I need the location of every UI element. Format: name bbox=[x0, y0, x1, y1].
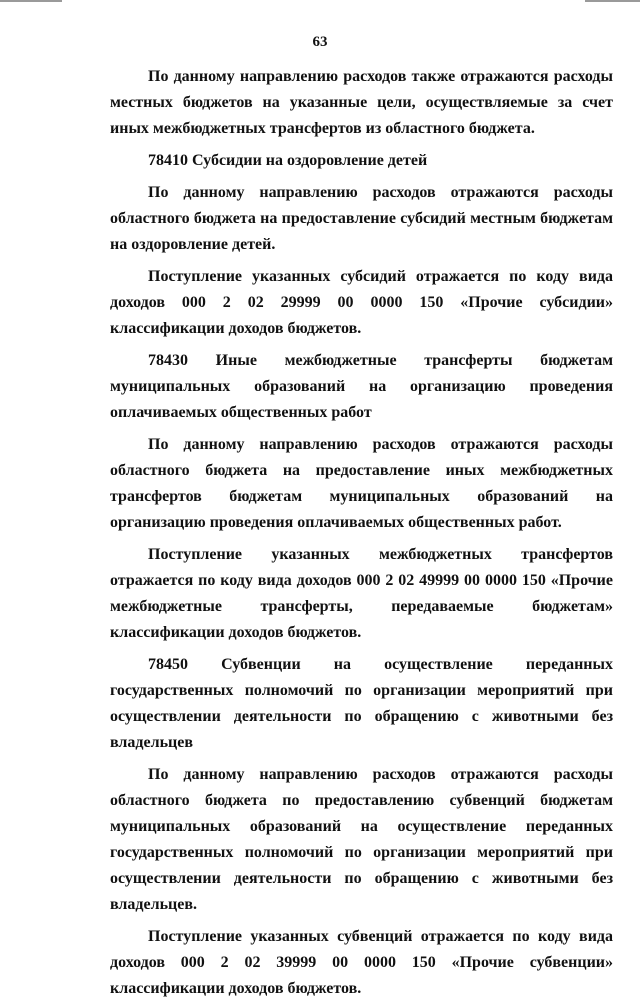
document-body bbox=[110, 64, 613, 1008]
paragraph: Поступление указанных субсидий отражается по коду вида доходов 000 2 02 29999 00 0000 150 «Прочие субсидии» классификации доходов бюджетов. bbox=[110, 268, 613, 337]
scan-edge-mark-right bbox=[585, 0, 640, 2]
paragraph: По данному направлению расходов отражаются расходы областного бюджета по предоставлению субвенций бюджетам муниципальных образований на осуществление переданных государственных полномочий по организации мероприятий при осуществлении деятельности по обращению с животными без владельцев. bbox=[110, 766, 613, 913]
section-heading: 78410 Субсидии на оздоровление детей bbox=[148, 152, 428, 169]
page-number: 63 bbox=[312, 34, 328, 50]
scan-edge-mark-left bbox=[0, 0, 62, 2]
paragraph: По данному направлению расходов также отражаются расходы местных бюджетов на указанные цели, осуществляемые за счет иных межбюджетных трансфертов из областного бюджета. bbox=[110, 68, 613, 137]
paragraph: Поступление указанных межбюджетных трансфертов отражается по коду вида доходов 000 2 02 49999 00 0000 150 «Прочие межбюджетные трансферты, передаваемые бюджетам» классификации доходов бюджетов. bbox=[110, 546, 613, 641]
section-heading: 78450 Субвенции на осуществление переданных государственных полномочий по организации мероприятий при осуществлении деятельности по обращению с животными без владельцев bbox=[110, 656, 613, 751]
paragraph: По данному направлению расходов отражаются расходы областного бюджета на предоставление иных межбюджетных трансфертов бюджетам муниципальных образований на организацию проведения оплачиваемых общественных работ. bbox=[110, 436, 613, 531]
section-heading: 78430 Иные межбюджетные трансферты бюджетам муниципальных образований на организацию проведения оплачиваемых общественных работ bbox=[110, 352, 613, 421]
paragraph: Поступление указанных субвенций отражается по коду вида доходов 000 2 02 39999 00 0000 150 «Прочие субвенции» классификации доходов бюджетов. bbox=[110, 928, 613, 997]
paragraph: По данному направлению расходов отражаются расходы областного бюджета на предоставление субсидий местным бюджетам на оздоровление детей. bbox=[110, 184, 613, 253]
